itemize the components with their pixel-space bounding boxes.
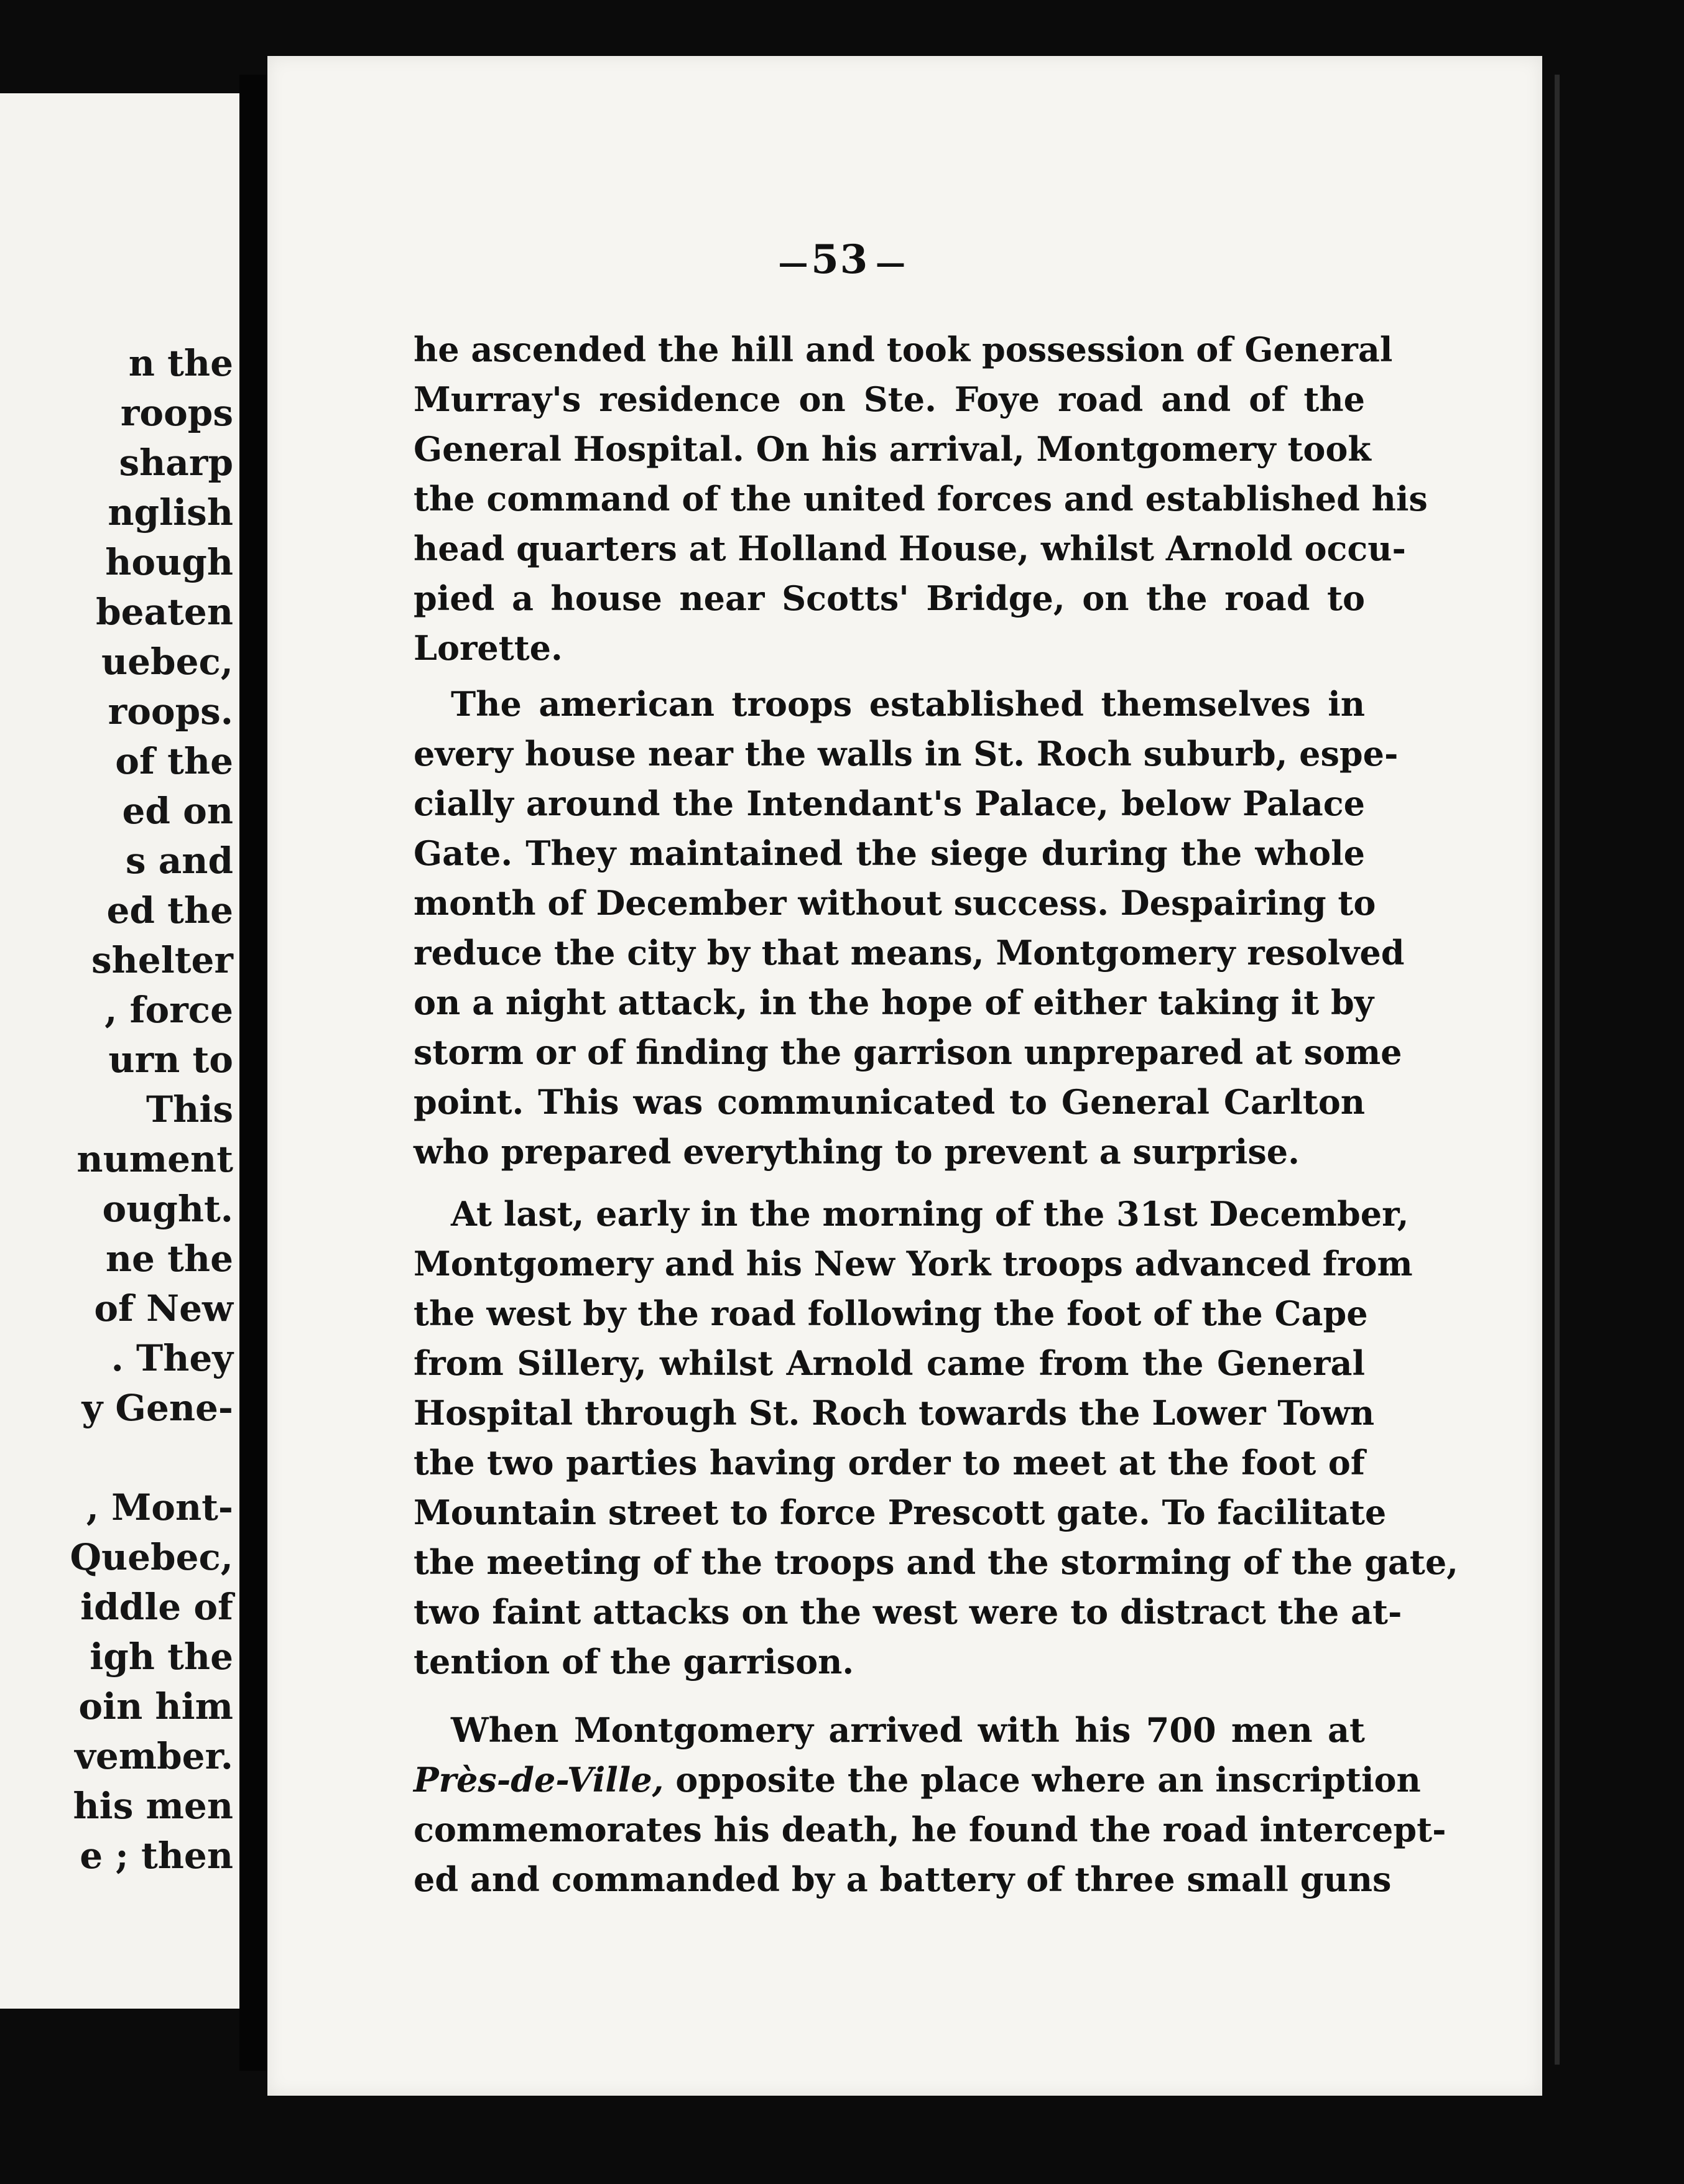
left-page-fragment: beaten <box>96 591 233 633</box>
text-line: the west by the road following the foot of the Cape <box>414 1293 1368 1333</box>
text-line: At last, early in the morning of the 31st December, <box>451 1194 1409 1234</box>
text-line: tention of the garrison. <box>414 1642 854 1682</box>
left-page-fragment: roops <box>120 392 233 434</box>
text-line: Hospital through St. Roch towards the Lower Town <box>414 1393 1375 1433</box>
text-line: Murray's residence on Ste. Foye road and of the <box>414 379 1365 419</box>
text-line: Gate. They maintained the siege during the whole <box>414 833 1365 873</box>
left-page-fragment: ne the <box>105 1238 233 1280</box>
left-page-fragment: ed the <box>106 889 233 932</box>
text-line: every house near the walls in St. Roch suburb, espe- <box>414 734 1399 774</box>
text-line: head quarters at Holland House, whilst Arnold occu- <box>414 529 1406 568</box>
text-line: from Sillery, whilst Arnold came from the General <box>414 1343 1365 1383</box>
text-line: General Hospital. On his arrival, Montgomery took <box>414 429 1371 469</box>
text-line: commemorates his death, he found the road intercept- <box>414 1810 1446 1849</box>
left-page-fragment: his men <box>73 1785 233 1827</box>
left-page-fragment: Quebec, <box>70 1536 233 1578</box>
text-line: cially around the Intendant's Palace, below Palace <box>414 784 1365 823</box>
text-line: point. This was communicated to General Carlton <box>414 1082 1365 1122</box>
left-page-fragment: , Mont- <box>86 1486 233 1529</box>
text-line: storm or of finding the garrison unprepared at some <box>414 1032 1402 1072</box>
text-line: reduce the city by that means, Montgomery resolved <box>414 933 1405 973</box>
left-page-fragment: nument <box>76 1138 233 1180</box>
text-line: who prepared everything to prevent a surprise. <box>414 1132 1300 1172</box>
left-page-fragment: n the <box>128 342 233 384</box>
left-page-fragment: shelter <box>91 939 233 981</box>
left-page-fragment: e ; then <box>80 1835 233 1877</box>
page-number-value: 53 <box>811 236 869 283</box>
italic-place-name: Près-de-Ville, <box>414 1760 664 1800</box>
left-page-fragment: igh the <box>90 1636 233 1678</box>
text-line: Montgomery and his New York troops advanced from <box>414 1244 1413 1284</box>
left-page-fragment: iddle of <box>80 1586 233 1628</box>
left-page-fragment: s and <box>125 840 233 882</box>
text-line: two faint attacks on the west were to distract the at- <box>414 1592 1402 1632</box>
text-line: Lorette. <box>414 628 563 668</box>
right-page <box>267 56 1542 2096</box>
text-line: The american troops established themselves in <box>451 684 1365 724</box>
text-line: Près-de-Ville, opposite the place where an inscription <box>414 1760 1421 1800</box>
left-page-fragment: of New <box>94 1287 233 1330</box>
text-line: ed and commanded by a battery of three small guns <box>414 1859 1392 1899</box>
left-page-fragment: y Gene- <box>81 1387 233 1429</box>
text-line: pied a house near Scotts' Bridge, on the road to <box>414 578 1365 618</box>
left-page-fragment: hough <box>105 541 233 583</box>
left-page-fragment: sharp <box>119 442 233 484</box>
left-page-fragment: uebec, <box>101 641 233 683</box>
left-facing-page <box>0 93 239 2009</box>
scan-edge-stripe <box>1555 75 1560 2065</box>
left-page-fragment: This <box>146 1088 233 1131</box>
text-line: month of December without success. Despairing to <box>414 883 1376 923</box>
left-page-fragment: urn to <box>108 1039 233 1081</box>
page-number: — 53 — <box>778 236 902 283</box>
left-page-fragment: nglish <box>108 491 233 534</box>
left-page-fragment: oin him <box>78 1685 233 1728</box>
text-line: the command of the united forces and established his <box>414 479 1428 519</box>
text-line: on a night attack, in the hope of either taking it by <box>414 983 1374 1022</box>
text-line: he ascended the hill and took possession of General <box>414 330 1393 369</box>
text-line: the meeting of the troops and the storming of the gate, <box>414 1542 1458 1582</box>
left-page-fragment: ed on <box>122 790 233 832</box>
left-page-fragment: ought. <box>102 1188 233 1230</box>
page-gutter <box>239 75 267 2071</box>
text-line: Mountain street to force Prescott gate. To facilitate <box>414 1492 1387 1532</box>
left-page-fragment: , force <box>104 989 233 1031</box>
left-page-fragment: . They <box>111 1337 233 1379</box>
left-page-fragment: of the <box>115 740 233 782</box>
scan-edge <box>1542 56 1684 2096</box>
left-page-fragment: vember. <box>75 1735 233 1777</box>
left-page-fragment: roops. <box>108 690 233 733</box>
text-line: the two parties having order to meet at the foot of <box>414 1443 1365 1483</box>
text-line: When Montgomery arrived with his 700 men at <box>451 1710 1365 1750</box>
